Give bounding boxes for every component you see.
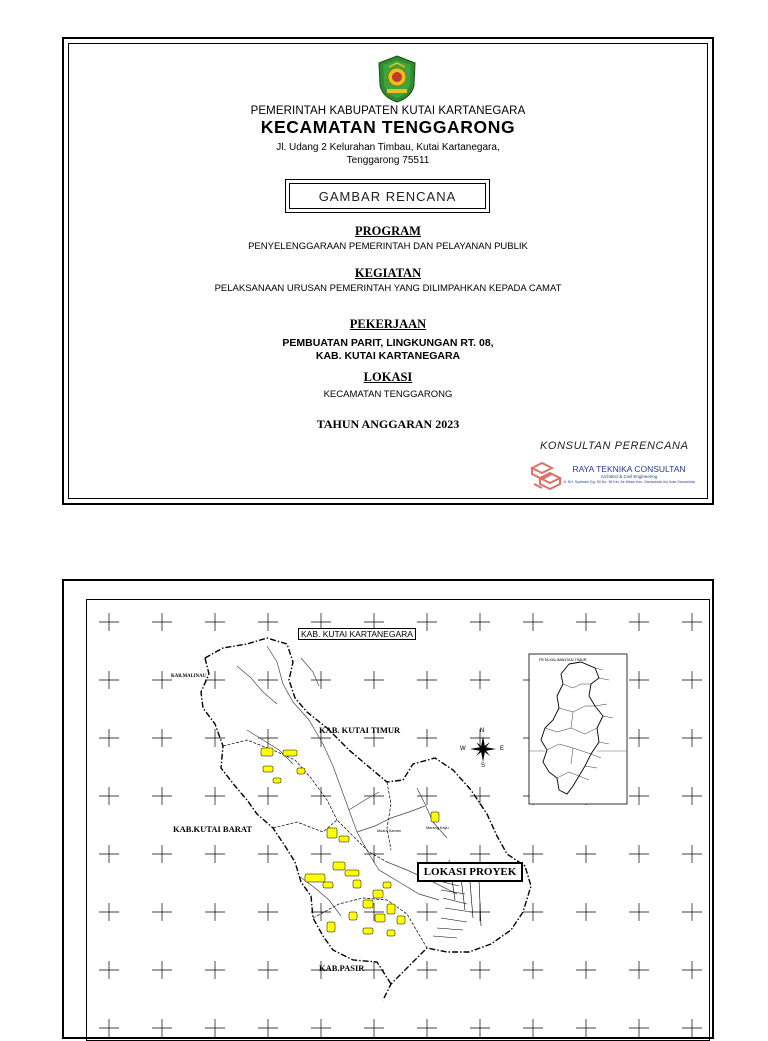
document-type-title: GAMBAR RENCANA	[289, 183, 486, 209]
highlighted-village	[323, 882, 333, 888]
highlighted-village	[327, 828, 337, 838]
label-muara-kaman: Muara Kaman	[377, 829, 401, 833]
compass-south-label: S	[481, 763, 486, 769]
highlighted-village	[363, 900, 373, 908]
budget-year: TAHUN ANGGARAN 2023	[316, 417, 460, 431]
address-line-1: Jl. Udang 2 Kelurahan Timbau, Kutai Kartanegara,	[276, 142, 500, 153]
label-marang-kayu: Marang Kayu	[426, 826, 449, 830]
compass-east-label: E	[500, 746, 505, 752]
inset-map	[529, 654, 627, 804]
document-type-box	[285, 179, 490, 213]
highlighted-village	[273, 778, 281, 783]
kegiatan-heading: KEGIATAN	[354, 266, 422, 280]
highlighted-village	[363, 928, 373, 934]
program-value: PENYELENGGARAAN PEMERINTAH DAN PELAYANAN PUBLIK	[248, 241, 528, 252]
highlighted-village	[333, 862, 345, 870]
kegiatan-value: PELAKSANAAN URUSAN PEMERINTAH YANG DILIMPAHKAN KEPADA CAMAT	[214, 283, 562, 294]
highlighted-village	[305, 874, 325, 882]
pekerjaan-heading: PEKERJAAN	[349, 317, 427, 331]
highlighted-village	[297, 768, 305, 774]
compass-rose-icon	[470, 736, 496, 762]
lokasi-heading: LOKASI	[363, 370, 413, 384]
highlighted-village	[327, 922, 335, 932]
consultant-address: Jl. KH. Syahrani Gg. 50 No. 38 Kel. Air Hitam Kec. Samarinda Ulu Kota Samarinda	[563, 480, 695, 484]
highlighted-village	[353, 880, 361, 888]
highlighted-areas	[261, 748, 439, 936]
highlighted-village	[431, 812, 439, 822]
compass-west-label: W	[460, 746, 466, 752]
highlighted-village	[387, 904, 395, 914]
highlighted-village	[383, 882, 391, 888]
pekerjaan-line-1: PEMBUATAN PARIT, LINGKUNGAN RT. 08,	[282, 337, 494, 349]
label-kab-kutai-timur: KAB. KUTAI TIMUR	[319, 725, 401, 735]
location-map	[87, 600, 709, 1040]
highlighted-village	[283, 750, 297, 756]
lokasi-proyek-label: LOKASI PROYEK	[417, 862, 523, 882]
highlighted-village	[375, 914, 385, 922]
compass-north-label: N	[480, 728, 485, 734]
label-kab-malinau: KAB.MALINAU	[171, 674, 207, 679]
highlighted-village	[349, 912, 357, 920]
highlighted-village	[373, 890, 383, 898]
highlighted-village	[263, 766, 273, 772]
kutai-kartanegara-emblem-icon	[376, 55, 418, 103]
map-frame	[86, 599, 710, 1041]
government-name: PEMERINTAH KABUPATEN KUTAI KARTANEGARA	[250, 105, 526, 117]
highlighted-village	[397, 916, 405, 924]
pekerjaan-line-2: KAB. KUTAI KARTANEGARA	[315, 350, 461, 362]
lokasi-value: KECAMATAN TENGGARONG	[323, 389, 453, 400]
address-line-2: Tenggarong 75511	[346, 155, 430, 166]
label-kab-kutai-barat: KAB.KUTAI BARAT	[173, 824, 253, 834]
consultant-label: KONSULTAN PERENCANA	[540, 440, 689, 452]
cover-sheet	[62, 37, 714, 505]
label-kab-pasir: KAB.PASIR	[319, 963, 365, 973]
highlighted-village	[387, 930, 395, 936]
consultant-subtitle: Architect & Civil Engineering	[600, 474, 658, 479]
regional-boundary	[205, 638, 531, 1000]
west-boundary	[201, 658, 391, 984]
cover-inner-border	[68, 43, 708, 499]
inset-map-title: PETA KALIMANTAN TIMUR	[539, 658, 587, 662]
consultant-name: RAYA TEKNIKA CONSULTAN	[572, 464, 686, 474]
highlighted-village	[345, 870, 359, 876]
highlighted-village	[261, 748, 273, 756]
district-name: KECAMATAN TENGGARONG	[260, 117, 516, 137]
map-sheet	[62, 579, 714, 1039]
label-kab-kutai-kartanegara: KAB. KUTAI KARTANEGARA	[298, 628, 416, 640]
highlighted-village	[339, 836, 349, 842]
program-heading: PROGRAM	[355, 224, 421, 238]
